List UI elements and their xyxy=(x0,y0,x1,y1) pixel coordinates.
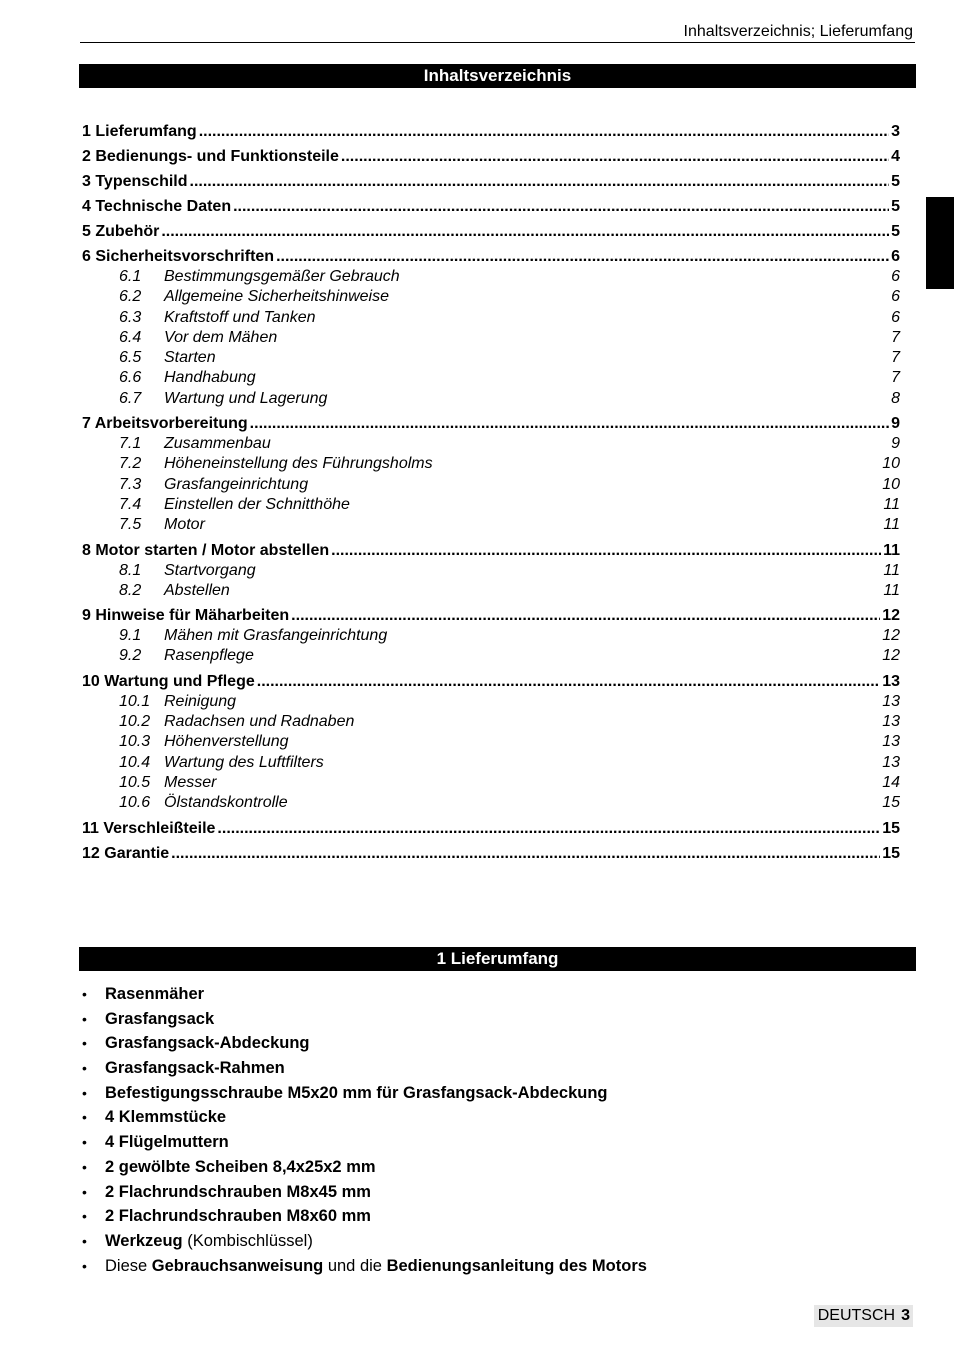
toc-subentry-page: 6 xyxy=(891,268,900,285)
list-item-text xyxy=(105,982,204,1007)
page-number: 3 xyxy=(901,1307,910,1324)
toc-subentry-number: 7.3 xyxy=(119,475,142,493)
toc-subentry xyxy=(82,753,900,773)
list-item xyxy=(82,1229,647,1254)
list-item xyxy=(82,982,647,1007)
toc-subentry-page: 10 xyxy=(882,455,900,473)
list-item-segment: Befestigungsschraube M5x20 mm für Grasfangsack-Abdeckung xyxy=(105,1083,608,1102)
list-item-text xyxy=(105,1081,607,1106)
toc-subentry-title: Allgemeine Sicherheitshinweise xyxy=(164,288,390,306)
list-item-segment: Gebrauchsanweisung xyxy=(151,1256,324,1275)
toc-subentry-page: 13 xyxy=(882,753,900,771)
list-item xyxy=(82,1031,647,1056)
list-item xyxy=(82,1130,647,1155)
list-item-text xyxy=(105,1155,376,1180)
list-item-segment: und die xyxy=(323,1256,387,1275)
toc-entry xyxy=(82,414,900,434)
bullet-icon: • xyxy=(82,1208,87,1225)
toc-entry xyxy=(82,844,900,864)
list-item xyxy=(82,1007,647,1032)
page-footer xyxy=(814,1305,913,1327)
toc-subentry-number: 9.1 xyxy=(119,627,142,645)
toc-entry xyxy=(82,172,900,192)
toc-entry xyxy=(82,122,900,142)
toc-subentry-number: 10.4 xyxy=(119,753,151,771)
toc-entry-page: 6 xyxy=(891,248,900,265)
section-heading-bar xyxy=(79,947,916,971)
toc-subentry-title: Höhenverstellung xyxy=(164,733,289,751)
toc-dot-leader xyxy=(276,247,889,267)
toc-entry-title: 4 Technische Daten xyxy=(82,198,232,215)
toc-subentry-page: 6 xyxy=(891,288,900,306)
toc-entry-title: 12 Garantie xyxy=(82,844,170,862)
toc-subentry-title: Startvorgang xyxy=(164,561,256,579)
toc-entry-title: 8 Motor starten / Motor abstellen xyxy=(82,541,330,559)
bullet-icon: • xyxy=(82,1035,87,1052)
toc-subentry-title: Wartung und Lagerung xyxy=(164,389,328,407)
toc-entry-title: 9 Hinweise für Mäharbeiten xyxy=(82,607,290,625)
list-item-text xyxy=(105,1229,313,1254)
running-header: Inhaltsverzeichnis; Lieferumfang xyxy=(683,23,913,40)
toc-entry-page: 5 xyxy=(891,173,900,190)
bullet-icon: • xyxy=(82,1257,87,1274)
toc-subentry xyxy=(82,581,900,601)
toc-subentry-page: 9 xyxy=(891,435,900,453)
toc-subentry-title: Vor dem Mähen xyxy=(164,328,278,346)
list-item xyxy=(82,1081,647,1106)
list-item-text xyxy=(105,1204,371,1229)
toc-dot-leader xyxy=(257,672,880,692)
toc-entry-page: 5 xyxy=(891,198,900,215)
toc-subentry-number: 6.3 xyxy=(119,308,142,326)
toc-entry-page: 12 xyxy=(882,607,900,625)
toc-subentry-title: Handhabung xyxy=(164,369,256,387)
list-item-segment: 4 Flügelmuttern xyxy=(105,1133,229,1152)
delivery-scope-list xyxy=(82,982,647,1278)
toc-subentry-title: Höheneinstellung des Führungsholms xyxy=(164,455,433,473)
toc-entry xyxy=(82,247,900,267)
toc-subentry xyxy=(82,561,900,581)
toc-subentry-title: Wartung des Luftfilters xyxy=(164,753,324,771)
toc-entry xyxy=(82,819,900,839)
bullet-icon: • xyxy=(82,1010,87,1027)
toc-subentry-title: Einstellen der Schnitthöhe xyxy=(164,495,350,513)
toc-subentry-title: Abstellen xyxy=(164,581,230,599)
toc-subentry-title: Starten xyxy=(164,349,216,367)
toc-subentry xyxy=(82,626,900,646)
list-item xyxy=(82,1155,647,1180)
toc-subentry-number: 10.1 xyxy=(119,692,151,710)
list-item-segment: Bedienungsanleitung des Motors xyxy=(386,1256,647,1275)
toc-subentry xyxy=(82,692,900,712)
toc-subentry-page: 12 xyxy=(882,647,900,665)
toc-subentry xyxy=(82,646,900,666)
toc-subentry-title: Rasenpflege xyxy=(164,647,254,665)
toc-subentry xyxy=(82,368,900,388)
toc-dot-leader xyxy=(161,222,889,242)
toc-subentry-title: Motor xyxy=(164,516,205,534)
toc-entry-page: 4 xyxy=(891,148,900,165)
list-item-segment: (Kombischlüssel) xyxy=(182,1231,313,1250)
toc-subentry xyxy=(82,389,900,409)
toc-subentry xyxy=(82,454,900,474)
toc-dot-leader xyxy=(190,172,890,192)
toc-subentry-number: 10.2 xyxy=(119,713,151,731)
toc-entry xyxy=(82,672,900,692)
toc-entry-title: 7 Arbeitsvorbereitung xyxy=(82,415,248,433)
toc-entry xyxy=(82,541,900,561)
toc-subentry xyxy=(82,475,900,495)
toc-subentry-number: 8.2 xyxy=(119,581,142,599)
toc-dot-leader xyxy=(250,414,889,434)
toc-entry-page: 11 xyxy=(883,541,900,559)
language-thumb-tab xyxy=(926,197,954,289)
toc-entry-page: 13 xyxy=(882,672,900,690)
toc-subentry-title: Radachsen und Radnaben xyxy=(164,713,355,731)
toc-subentry-page: 12 xyxy=(882,627,900,645)
toc-subentry-title: Kraftstoff und Tanken xyxy=(164,308,316,326)
list-item-segment: Grasfangsack-Rahmen xyxy=(105,1059,285,1078)
bullet-icon: • xyxy=(82,1060,87,1077)
toc-subentry-number: 7.4 xyxy=(119,495,142,513)
toc-subentry xyxy=(82,348,900,368)
toc-entry-title: 3 Typenschild xyxy=(82,173,188,190)
toc-entry-page: 3 xyxy=(891,123,900,140)
list-item-text xyxy=(105,1180,371,1205)
toc-entry-page: 9 xyxy=(891,415,900,433)
toc-subentry-page: 7 xyxy=(891,328,900,346)
toc-subentry-page: 13 xyxy=(882,733,900,751)
toc-entry-title: 1 Lieferumfang xyxy=(82,123,197,140)
toc-entry-title: 5 Zubehör xyxy=(82,223,160,240)
list-item-segment: 2 gewölbte Scheiben 8,4x25x2 mm xyxy=(105,1157,376,1176)
toc-subentry-number: 7.2 xyxy=(119,455,142,473)
toc-dot-leader xyxy=(341,147,889,167)
toc-dot-leader xyxy=(233,197,889,217)
list-item-text xyxy=(105,1031,309,1056)
toc-dot-leader xyxy=(171,844,880,864)
list-item-text xyxy=(105,1056,285,1081)
bullet-icon: • xyxy=(82,986,87,1002)
toc-subentry-page: 13 xyxy=(882,713,900,731)
toc-subentry-title: Grasfangeinrichtung xyxy=(164,475,309,493)
list-item xyxy=(82,1105,647,1130)
bullet-icon: • xyxy=(82,1158,87,1175)
toc-subentry xyxy=(82,515,900,535)
bullet-icon: • xyxy=(82,1232,87,1249)
toc-subentry-number: 6.1 xyxy=(119,268,142,285)
section-heading: 1 Lieferumfang xyxy=(436,949,559,968)
toc-subentry-page: 6 xyxy=(891,308,900,326)
bullet-icon: • xyxy=(82,1183,87,1200)
toc-subentry-title: Bestimmungsgemäßer Gebrauch xyxy=(164,268,400,285)
toc-subentry-number: 6.4 xyxy=(119,328,142,346)
toc-subentry-number: 7.1 xyxy=(119,435,142,453)
list-item-segment: Grasfangsack xyxy=(105,1009,215,1028)
list-item-text xyxy=(105,1254,647,1279)
toc-entry-page: 15 xyxy=(882,844,900,862)
toc-subentry-number: 6.5 xyxy=(119,349,142,367)
toc-subentry-number: 6.2 xyxy=(119,288,142,306)
toc-subentry xyxy=(82,328,900,348)
toc-subentry-title: Messer xyxy=(164,773,217,791)
toc-subentry xyxy=(82,712,900,732)
toc-entry xyxy=(82,222,900,242)
list-item xyxy=(82,1204,647,1229)
toc-dot-leader xyxy=(331,541,881,561)
list-item-segment: Diese xyxy=(105,1256,152,1275)
toc-subentry-page: 11 xyxy=(883,495,900,513)
toc-subentry xyxy=(82,495,900,515)
toc-entry-title: 6 Sicherheitsvorschriften xyxy=(82,248,275,265)
bullet-icon: • xyxy=(82,1084,87,1101)
bullet-icon: • xyxy=(82,1109,87,1126)
toc-entry-title: 10 Wartung und Pflege xyxy=(82,672,255,690)
toc-subentry-number: 7.5 xyxy=(119,516,142,534)
toc-subentry-number: 8.1 xyxy=(119,561,142,579)
footer-language: DEUTSCH xyxy=(817,1307,896,1324)
list-item-segment: Rasenmäher xyxy=(105,985,205,1003)
list-item-segment: 4 Klemmstücke xyxy=(105,1108,227,1127)
toc-subentry-page: 7 xyxy=(891,369,900,387)
table-of-contents xyxy=(82,122,900,864)
bullet-icon: • xyxy=(82,1134,87,1151)
toc-dot-leader xyxy=(199,122,889,142)
toc-subentry-number: 10.3 xyxy=(119,733,151,751)
toc-subentry-page: 11 xyxy=(883,581,900,599)
toc-subentry-number: 6.6 xyxy=(119,369,142,387)
toc-dot-leader xyxy=(217,819,880,839)
toc-subentry-page: 7 xyxy=(891,349,900,367)
toc-subentry xyxy=(82,267,900,287)
list-item xyxy=(82,1180,647,1205)
toc-dot-leader xyxy=(291,606,880,626)
toc-entry xyxy=(82,197,900,217)
toc-subentry-page: 8 xyxy=(891,389,900,407)
toc-subentry-page: 15 xyxy=(882,794,900,812)
toc-subentry-page: 14 xyxy=(882,773,900,791)
list-item-text xyxy=(105,1130,229,1155)
toc-entry-title: 11 Verschleißteile xyxy=(82,819,216,837)
toc-subentry-page: 11 xyxy=(883,561,900,579)
header-rule xyxy=(80,42,915,43)
toc-subentry-title: Reinigung xyxy=(164,692,237,710)
toc-subentry-page: 10 xyxy=(882,475,900,493)
toc-subentry-number: 10.6 xyxy=(119,794,151,812)
list-item-segment: Werkzeug xyxy=(105,1231,183,1250)
toc-subentry xyxy=(82,434,900,454)
toc-entry xyxy=(82,606,900,626)
list-item-text xyxy=(105,1007,214,1032)
toc-subentry-title: Ölstandskontrolle xyxy=(164,794,288,812)
toc-entry-title: 2 Bedienungs- und Funktionsteile xyxy=(82,148,339,165)
toc-subentry-number: 10.5 xyxy=(119,773,151,791)
toc-entry-page: 15 xyxy=(882,819,900,837)
list-item-segment: 2 Flachrundschrauben M8x60 mm xyxy=(105,1207,371,1226)
toc-subentry xyxy=(82,793,900,813)
toc-entry-page: 5 xyxy=(891,223,900,240)
list-item-text xyxy=(105,1105,226,1130)
toc-subentry xyxy=(82,732,900,752)
list-item-segment: Grasfangsack-Abdeckung xyxy=(105,1034,310,1053)
toc-subentry-title: Zusammenbau xyxy=(164,435,271,453)
list-item xyxy=(82,1056,647,1081)
toc-heading: Inhaltsverzeichnis xyxy=(423,66,572,85)
toc-entry xyxy=(82,147,900,167)
toc-subentry xyxy=(82,308,900,328)
list-item xyxy=(82,1254,647,1279)
toc-subentry-title: Mähen mit Grasfangeinrichtung xyxy=(164,627,388,645)
toc-subentry-page: 11 xyxy=(883,516,900,534)
toc-subentry xyxy=(82,287,900,307)
toc-subentry-number: 6.7 xyxy=(119,389,142,407)
list-item-segment: 2 Flachrundschrauben M8x45 mm xyxy=(105,1182,371,1201)
toc-subentry xyxy=(82,773,900,793)
toc-subentry-number: 9.2 xyxy=(119,647,142,665)
toc-subentry-page: 13 xyxy=(882,692,900,710)
toc-heading-bar xyxy=(79,64,916,88)
